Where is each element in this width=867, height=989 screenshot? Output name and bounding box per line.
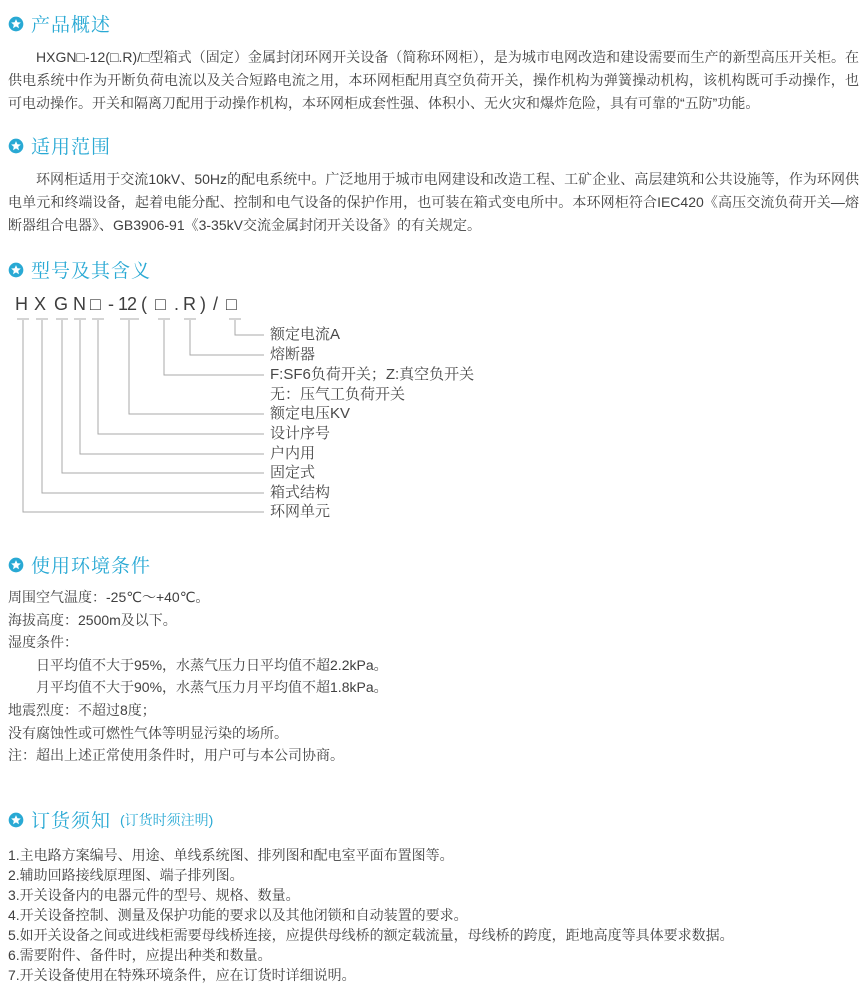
model-char: 2 [127, 294, 138, 314]
env-line-pollution: 没有腐蚀性或可燃性气体等明显污染的场所。 [8, 724, 288, 741]
model-char: X [34, 294, 47, 314]
designation-label-switch-default: 无：压气工负荷开关 [270, 386, 406, 403]
designation-label-indoor-use: 户内用 [270, 445, 316, 462]
ordering-item: 3.开关设备内的电器元件的型号、规格、数量。 [8, 887, 300, 903]
section-header [8, 551, 859, 578]
model-char: H [15, 294, 28, 314]
section-title: 使用环境条件 [31, 556, 152, 577]
star-badge-icon [8, 812, 24, 828]
ordering-item: 1.主电路方案编号、用途、单线系统图、排列图和配电室平面布置图等。 [8, 847, 454, 863]
env-line-altitude: 海拔高度：2500m及以下。 [8, 611, 177, 628]
overview-paragraph: HXGN□-12(□.R)/□型箱式（固定）金属封闭环网开关设备（简称环网柜），是为城市电网改造和建设需要而生产的新型高压开关柜。在供电系统中作为开断负荷电流以及关合短路电流之用，本环网柜配用真空负荷开关，操作机构为弹簧操动机构，该机构既可手动操作，也可电动操作。开关和隔离刀配用于动操作机构，本环网柜成套性强、体积小、无火灾和爆炸危险，具有可靠的“五防”功能。 [8, 49, 859, 111]
designation-label-box-structure: 箱式结构 [270, 484, 331, 501]
designation-label-fuse: 熔断器 [270, 346, 316, 363]
scope-paragraph: 环网柜适用于交流10kV、50Hz的配电系统中。广泛地用于城市电网建设和改造工程、工矿企业、高层建筑和公共设施等，作为环网供电单元和终端设备，起着电能分配、控制和电气设备的保护作用，也可装在箱式变电所中。本环网柜符合IEC420《高压交流负荷开关—熔断器组合电器》、GB3906-91《3-35kV交流金属封闭开关设备》的有关规定。 [8, 171, 859, 233]
ordering-item: 2.辅助回路接线原理图、端子排列图。 [8, 867, 244, 883]
section-title: 型号及其含义 [31, 261, 152, 282]
section-header [8, 806, 859, 833]
env-line-daily-avg: 日平均值不大于95%，水蒸气压力日平均值不超2.2kPa。 [36, 656, 388, 673]
designation-label-ring-unit: 环网单元 [270, 503, 331, 520]
env-line-temperature: 周围空气温度：-25℃～+40℃。 [8, 589, 210, 605]
designation-label-rated-current: 额定电流A [270, 326, 341, 343]
section-ordering-instructions [8, 806, 859, 985]
section-scope [8, 132, 859, 237]
ordering-item: 7.开关设备使用在特殊环境条件，应在订货时详细说明。 [8, 967, 356, 983]
section-model-designation [8, 256, 859, 529]
star-badge-icon [8, 262, 24, 278]
ordering-item: 5.如开关设备之间或进线柜需要母线桥连接，应提供母线桥的额定载流量，母线桥的跨度，距地高度等具体要求数据。 [8, 927, 734, 943]
ordering-item: 6.需要附件、备件时，应提出种类和数量。 [8, 947, 272, 963]
model-char: ) [200, 294, 206, 314]
model-designation-diagram [8, 293, 859, 529]
model-char: □ [90, 294, 101, 314]
model-char: . [174, 294, 180, 314]
model-char: ( [141, 294, 147, 314]
designation-label-fixed-type: 固定式 [270, 464, 316, 481]
ordering-list [8, 845, 859, 985]
section-title: 订货须知 [31, 811, 112, 832]
section-title: 产品概述 [31, 15, 112, 36]
designation-label-rated-voltage: 额定电压KV [270, 405, 351, 422]
section-subtitle: (订货时须注明) [120, 811, 214, 828]
env-line-note: 注：超出上述正常使用条件时，用户可与本公司协商。 [8, 747, 344, 764]
section-title: 适用范围 [31, 137, 112, 158]
section-product-overview [8, 10, 859, 115]
env-line-monthly-avg: 月平均值不大于90%，水蒸气压力月平均值不超1.8kPa。 [36, 679, 388, 696]
section-header [8, 132, 859, 159]
model-char: G [54, 294, 69, 314]
designation-connector-lines [8, 293, 468, 529]
model-char: N [73, 294, 86, 314]
model-char: - [108, 294, 114, 314]
model-char: □ [226, 294, 237, 314]
star-badge-icon [8, 557, 24, 573]
section-header [8, 10, 859, 37]
env-line-seismic: 地震烈度：不超过8度； [8, 701, 156, 718]
model-char: □ [155, 294, 166, 314]
designation-label-switch-type: F:SF6负荷开关；Z:真空负开关 [270, 366, 475, 383]
star-badge-icon [8, 138, 24, 154]
section-environment-conditions [8, 551, 859, 767]
designation-label-design-serial: 设计序号 [270, 425, 331, 442]
model-char: / [213, 294, 219, 314]
star-badge-icon [8, 16, 24, 32]
ordering-item: 4.开关设备控制、测量及保护功能的要求以及其他闭锁和自动装置的要求。 [8, 907, 468, 923]
model-char: 1 [118, 294, 129, 314]
env-line-humidity: 湿度条件： [8, 634, 78, 651]
model-char: R [183, 294, 196, 314]
environment-condition-list [8, 586, 859, 767]
section-header [8, 256, 859, 283]
